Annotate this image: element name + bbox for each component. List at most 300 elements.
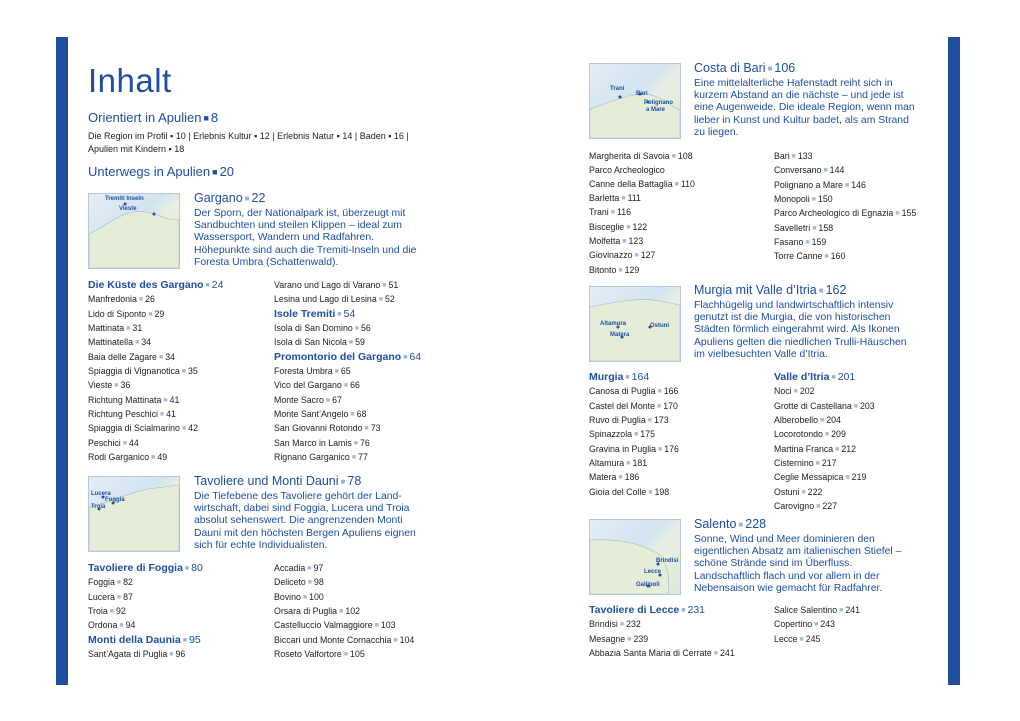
toc-entry-page: 96 [175, 649, 186, 660]
toc-entry[interactable] [589, 178, 695, 192]
toc-subheading[interactable] [274, 308, 421, 322]
gargano-map-label: Tremiti Inseln [105, 196, 144, 202]
page-marker-icon: ■ [348, 339, 354, 347]
toc-subheading[interactable] [88, 279, 223, 293]
page-marker-icon: ■ [831, 374, 836, 381]
toc-subheading[interactable] [589, 604, 735, 618]
page-marker-icon: ■ [812, 224, 817, 232]
toc-subheading[interactable] [589, 371, 679, 385]
page-marker-icon: ■ [824, 431, 830, 439]
toc-entry-page: 35 [188, 366, 198, 377]
page-marker-icon: ■ [307, 579, 313, 587]
toc-entry-name: Giovinazzo [589, 250, 633, 261]
toc-entry-name: Ordona [88, 620, 118, 631]
toc-entry-name: Monopoli [774, 194, 810, 205]
toc-entry-name: San Giovanni Rotondo [274, 423, 363, 434]
page-marker-icon: ■ [343, 651, 349, 659]
page-marker-icon: ■ [625, 374, 630, 381]
toc-entry[interactable] [88, 351, 223, 365]
toc-entry-name: San Marco in Lamis [274, 437, 352, 448]
toc-entry-name: Isola di San Domino [274, 323, 353, 334]
page-marker-icon: ■ [657, 402, 662, 410]
toc-entry[interactable] [589, 647, 735, 661]
page-marker-icon: ■ [674, 180, 679, 188]
page-marker-icon: ■ [610, 209, 615, 217]
toc-entry[interactable] [774, 457, 875, 471]
page-marker-icon: ■ [184, 565, 190, 572]
toc-entry-page: 97 [313, 563, 324, 573]
toc-entry-page: 66 [350, 380, 360, 391]
toc-entry-page: 201 [837, 371, 856, 383]
toc-entry-page: 212 [841, 443, 857, 454]
toc-entry[interactable] [88, 422, 223, 436]
toc-entry-page: 204 [826, 415, 841, 426]
page-marker-icon: ■ [181, 425, 187, 433]
toc-entry-name: Altamura [589, 458, 625, 469]
toc-entry-name: Castelluccio Valmaggiore [274, 620, 373, 631]
toc-entry-name: Martina Franca [774, 443, 834, 454]
region-gargano-title: Gargano [194, 191, 243, 205]
page-marker-icon: ■ [895, 210, 900, 218]
page-marker-icon: ■ [158, 353, 164, 361]
toc-entry-name: Varano und Lago di Varano [274, 280, 381, 290]
toc-entry-page: 217 [821, 458, 837, 469]
toc-entry-name: Monti della Daunia [88, 633, 181, 646]
toc-entry-page: 239 [633, 633, 649, 644]
toc-entry[interactable] [589, 385, 679, 399]
toc-entry-name: Accadia [274, 563, 306, 573]
toc-entry-page: 41 [166, 409, 176, 420]
toc-entry-page: 144 [829, 165, 845, 176]
toc-entry-name: Richtung Mattinata [88, 394, 162, 405]
toc-entry[interactable] [88, 394, 223, 408]
page-marker-icon: ■ [159, 411, 165, 419]
toc-entry[interactable] [774, 164, 916, 178]
toc-entry-page: 122 [632, 221, 648, 232]
toc-entry-page: 104 [399, 634, 415, 645]
toc-entry[interactable] [88, 293, 223, 307]
toc-entry-page: 26 [145, 294, 155, 305]
toc-entry-name: Noci [774, 386, 792, 397]
toc-entry[interactable] [88, 576, 203, 590]
toc-entry[interactable] [88, 648, 203, 662]
toc-entry-name: Lido di Siponto [88, 308, 147, 319]
toc-entry-name: Isola di San Nicola [274, 337, 347, 348]
toc-entry[interactable] [774, 414, 875, 428]
toc-entry-page: 49 [157, 452, 168, 463]
toc-entry[interactable] [274, 605, 414, 619]
page-marker-icon: ■ [793, 388, 798, 396]
toc-entry-name: Foresta Umbra [274, 366, 333, 377]
toc-entry[interactable] [589, 428, 679, 442]
toc-entry-name: Bisceglie [589, 221, 625, 232]
toc-entry[interactable] [774, 385, 875, 399]
toc-entry-page: 164 [631, 371, 650, 383]
toc-entry[interactable] [88, 619, 203, 633]
toc-entry[interactable] [589, 443, 679, 457]
toc-entry[interactable] [774, 618, 860, 632]
page-marker-icon: ■ [151, 454, 156, 462]
toc-entry[interactable] [774, 222, 916, 236]
toc-entry[interactable] [274, 619, 414, 633]
page-marker-icon: ■ [337, 310, 342, 318]
toc-entry[interactable] [274, 451, 421, 465]
region-tavoliere-heading[interactable]: Tavoliere und Monti Dauni ■ 78 [194, 474, 362, 488]
toc-entry[interactable] [274, 293, 421, 307]
toc-entry[interactable] [774, 604, 860, 618]
toc-entry[interactable] [589, 486, 679, 500]
region-tavoliere-page: 78 [347, 474, 362, 488]
toc-entry[interactable] [274, 634, 414, 648]
toc-subheading[interactable] [88, 562, 203, 576]
toc-entry[interactable] [274, 648, 414, 662]
toc-entry-page: 100 [309, 591, 324, 602]
toc-entry[interactable] [589, 471, 679, 485]
toc-entry-page: 158 [818, 222, 834, 233]
toc-entry-page: 94 [125, 620, 136, 631]
page-marker-icon: ■ [364, 425, 369, 433]
toc-entry-name: Salice Salentino [774, 605, 838, 615]
toc-entry-name: Monte Sacro [274, 394, 324, 405]
toc-entry-page: 198 [654, 486, 670, 497]
toc-entry-name: Mattinatella [88, 337, 133, 348]
region-salento-title: Salento [694, 517, 737, 531]
toc-entry[interactable] [589, 164, 695, 177]
toc-entry-page: 42 [188, 423, 198, 434]
toc-entry-name: Canne della Battaglia [589, 178, 673, 189]
toc-entry-page: 52 [384, 294, 395, 305]
salento-map [589, 519, 681, 595]
toc-entry-page: 68 [356, 409, 367, 420]
toc-entry[interactable] [88, 365, 223, 379]
toc-entry[interactable] [774, 471, 875, 485]
page-marker-icon: ■ [334, 368, 339, 376]
page-marker-icon: ■ [163, 396, 168, 404]
toc-subheading[interactable] [774, 371, 875, 385]
toc-entry[interactable] [589, 264, 695, 278]
murgia-map [589, 286, 681, 362]
toc-entry-page: 36 [120, 380, 131, 391]
page-marker-icon: ■ [351, 454, 357, 462]
toc-entry[interactable] [589, 400, 679, 414]
region-murgia-title: Murgia mit Valle d’Itria [694, 283, 817, 297]
toc-entry-name: Manfredonia [88, 294, 137, 305]
toc-entry-page: 219 [851, 472, 867, 483]
toc-entry[interactable] [88, 322, 223, 336]
toc-entry[interactable] [274, 576, 414, 590]
page-marker-icon: ■ [626, 460, 631, 468]
toc-entry-page: 209 [831, 429, 846, 440]
tavoliere-col1 [88, 562, 203, 662]
toc-entry-name: Ruvo di Puglia [589, 415, 646, 426]
toc-entry-page: 155 [901, 208, 917, 219]
toc-entry-page: 108 [677, 151, 693, 161]
toc-entry-page: 29 [154, 308, 165, 319]
toc-entry-name: Lecce [774, 633, 798, 644]
toc-entry-page: 133 [797, 151, 813, 161]
section-orientiert-title: Orientiert in Apulien [88, 110, 202, 125]
page-marker-icon: ■ [853, 402, 858, 410]
salento-col1 [589, 604, 735, 661]
toc-entry[interactable] [774, 150, 916, 164]
toc-entry-name: Bovino [274, 591, 301, 602]
page-marker-icon: ■ [122, 439, 127, 447]
page-marker-icon: ■ [814, 621, 819, 629]
region-bari-heading[interactable]: Costa di Bari ■ 106 [694, 61, 796, 75]
toc-entry[interactable] [274, 437, 421, 451]
toc-entry[interactable] [589, 457, 679, 471]
toc-entry-name: Foggia [88, 577, 115, 588]
toc-entry-name: Cisternino [774, 458, 814, 469]
toc-entry-page: 54 [343, 307, 356, 320]
toc-entry-page: 102 [345, 606, 360, 617]
toc-entry[interactable] [274, 422, 421, 436]
toc-entry-page: 116 [616, 207, 631, 218]
region-tavoliere-title: Tavoliere und Monti Dauni [194, 474, 339, 488]
toc-entry-page: 110 [680, 178, 695, 189]
toc-subheading[interactable] [274, 351, 421, 365]
toc-entry-page: 160 [830, 251, 846, 262]
toc-entry[interactable] [589, 633, 735, 647]
toc-entry-name: Trani [589, 207, 609, 218]
region-salento-description: Sonne, Wind und Meer dominieren den eigentlichen Absatz am italienischen Stiefel – schöne Strände sind im Überfluss. Landschaftlich flach und vor allem in der Nebensaison wie gemacht für Radfahrer. [694, 534, 902, 594]
region-gargano-heading[interactable]: Gargano ■ 22 [194, 191, 266, 205]
toc-entry-page: 127 [640, 250, 656, 261]
section-unterwegs-heading[interactable]: Unterwegs in Apulien ■ 20 [88, 164, 235, 179]
toc-entry-name: Brindisi [589, 619, 618, 630]
page-marker-icon: ■ [119, 622, 124, 630]
section-orientiert-line1: Die Region im Profil ▪ 10 | Erlebnis Kultur ▪ 12 | Erlebnis Natur ▪ 14 | Baden ▪ 16 | [88, 131, 409, 141]
toc-entry[interactable] [774, 443, 875, 457]
toc-entry-name: Bari [774, 151, 790, 161]
bari-map-label: Bari [636, 91, 648, 97]
toc-entry-page: 34 [141, 337, 152, 348]
toc-entry[interactable] [774, 179, 916, 193]
salento-col2 [774, 604, 860, 647]
page-marker-icon: ■ [109, 608, 114, 616]
toc-entry-name: Rignano Garganico [274, 452, 350, 463]
page-marker-icon: ■ [114, 382, 119, 390]
page-marker-icon: ■ [627, 635, 632, 643]
page-marker-icon: ■ [823, 167, 828, 175]
toc-entry-name: Abbazia Santa Maria di Cerrate [589, 648, 712, 659]
toc-entry-page: 95 [189, 633, 201, 646]
section-orientiert-heading[interactable]: Orientiert in Apulien ■ 8 [88, 110, 219, 125]
right-page-edge-bar [948, 37, 960, 685]
region-salento-heading[interactable]: Salento ■ 228 [694, 517, 767, 531]
toc-entry[interactable] [88, 379, 223, 393]
toc-entry[interactable] [589, 206, 695, 220]
toc-entry-name: Promontorio del Gargano [274, 350, 402, 363]
page-marker-icon: ■ [811, 196, 816, 204]
section-orientiert-line2: Apulien mit Kindern ▪ 18 [88, 144, 185, 154]
page-marker-icon: ■ [138, 296, 144, 304]
toc-entry-name: Locorotondo [774, 429, 823, 440]
toc-entry-page: 67 [332, 394, 342, 405]
page-marker-icon: ■ [116, 579, 122, 587]
page-marker-icon: ■ [403, 353, 408, 361]
murgia-col2 [774, 371, 875, 514]
gargano-col1 [88, 279, 223, 465]
toc-entry-page: 56 [360, 323, 371, 334]
toc-entry-name: Conversano [774, 165, 822, 176]
toc-entry-page: 173 [653, 415, 669, 426]
toc-entry-name: Fasano [774, 237, 804, 248]
toc-entry-name: Isole Tremiti [274, 307, 336, 320]
toc-entry[interactable] [274, 591, 414, 605]
toc-entry-page: 44 [129, 437, 139, 448]
page-marker-icon: ■ [820, 417, 825, 425]
toc-entry-page: 87 [123, 591, 133, 602]
toc-entry-name: Troia [88, 606, 108, 617]
toc-entry[interactable] [274, 336, 421, 350]
toc-entry[interactable] [274, 365, 421, 379]
page-marker-icon: ■ [126, 325, 131, 333]
toc-entry-page: 159 [811, 237, 827, 248]
toc-entry[interactable] [589, 221, 695, 235]
tavoliere-map-label: Foggia [105, 497, 125, 503]
toc-entry-page: 24 [211, 279, 224, 291]
toc-entry[interactable] [589, 192, 695, 206]
page-marker-icon: ■ [169, 651, 174, 659]
salento-map-label: Lecce [644, 569, 662, 575]
region-salento-page: 228 [745, 517, 767, 531]
page-marker-icon: ■ [713, 650, 718, 658]
toc-entry[interactable] [88, 308, 223, 322]
toc-entry-name: Copertino [774, 619, 813, 630]
toc-entry-page: 129 [624, 264, 640, 275]
toc-entry-page: 166 [663, 386, 679, 397]
toc-entry-page: 146 [851, 179, 866, 190]
toc-entry-name: Spiaggia di Scialmarino [88, 423, 180, 434]
murgia-col1 [589, 371, 679, 500]
toc-entry-name: Matera [589, 472, 617, 483]
toc-entry-page: 245 [805, 633, 821, 644]
toc-entry-page: 123 [628, 236, 644, 247]
toc-entry-name: Richtung Peschici [88, 409, 158, 420]
toc-entry[interactable] [774, 486, 875, 500]
page-marker-icon: ■ [135, 339, 140, 347]
toc-entry[interactable] [274, 322, 421, 336]
page-marker-icon: ■ [845, 474, 850, 482]
page-marker-icon: ■ [618, 474, 623, 482]
toc-entry[interactable] [774, 500, 875, 514]
page-marker-icon: ■ [815, 460, 820, 468]
toc-entry[interactable] [88, 451, 223, 465]
toc-entry[interactable] [274, 279, 421, 293]
bari-map-label: Polignano [644, 100, 673, 106]
toc-entry[interactable] [774, 428, 875, 442]
page-marker-icon: ■ [844, 181, 850, 189]
page-marker-icon: ■ [658, 445, 663, 453]
toc-entry-page: 64 [409, 350, 422, 363]
salento-map-label: Gallipoli [636, 582, 660, 588]
toc-entry[interactable] [774, 250, 916, 264]
tavoliere-map [88, 476, 180, 552]
toc-entry[interactable] [774, 236, 916, 250]
toc-entry-name: Gioia del Colle [589, 486, 647, 497]
toc-entry-page: 203 [859, 400, 875, 411]
page-marker-icon: ■ [619, 621, 625, 629]
toc-entry-name: Orsara di Puglia [274, 606, 338, 617]
page-marker-icon: ■ [378, 296, 383, 304]
toc-entry-name: Monte Sant’Angelo [274, 409, 349, 420]
page-marker-icon: ■ [799, 635, 804, 643]
toc-entry-name: Deliceto [274, 577, 306, 588]
toc-entry[interactable] [274, 562, 414, 576]
toc-entry-page: 241 [719, 648, 735, 659]
toc-entry[interactable] [88, 408, 223, 422]
toc-entry-name: Valle d’Itria [774, 371, 830, 383]
toc-entry-name: Roseto Valfortore [274, 649, 342, 660]
toc-entry-page: 34 [165, 351, 175, 362]
page-marker-icon: ■ [801, 488, 806, 496]
page-marker-icon: ■ [307, 565, 312, 572]
toc-entry-name: Spiaggia di Vignanotica [88, 366, 180, 377]
toc-entry-name: Alberobello [774, 415, 819, 426]
toc-subheading[interactable] [88, 634, 203, 648]
region-murgia-description: Flachhügelig und landwirtschaftlich intensiv genutzt ist die Murgia, die von historischen Städten förmlich eingerahmt wird. Als Ikonen Apuliens gelten die niedlichen Trulli-Häuschen im vielbesuchten Valle d’Itria. [694, 300, 907, 360]
toc-entry-name: Canosa di Puglia [589, 386, 656, 397]
toc-entry-page: 232 [626, 619, 641, 630]
section-orientiert-contents [88, 130, 428, 156]
toc-entry-page: 31 [132, 323, 143, 334]
toc-entry[interactable] [88, 605, 203, 619]
murgia-map-label: Ostuni [650, 323, 669, 329]
page-marker-icon: ■ [182, 636, 187, 644]
toc-entry[interactable] [589, 618, 735, 632]
region-bari-description: Eine mittelalterliche Hafenstadt reiht sich in kurzem Abstand an die nächste – und jede ist eine Augenweide. Die ideale Region, wenn man lieber in Kunst und Kultur badet, als am Strand zu liegen. [694, 78, 915, 138]
toc-entry-page: 51 [388, 280, 399, 290]
toc-entry-name: Polignano a Mare [774, 179, 843, 190]
page-marker-icon: ■ [622, 238, 627, 246]
toc-entry[interactable] [88, 437, 223, 451]
toc-entry[interactable] [774, 207, 916, 221]
toc-entry[interactable] [774, 400, 875, 414]
toc-entry-name: Savelletri [774, 222, 811, 233]
toc-entry-name: Carovigno [774, 501, 815, 512]
toc-entry-name: Gravina in Puglia [589, 443, 656, 454]
left-page-edge-bar [56, 37, 68, 685]
region-murgia-page: 162 [825, 283, 847, 297]
region-tavoliere-description: Die Tiefebene des Tavoliere gehört der Landwirtschaft, dabei sind Foggia, Lucera und Troia absolut sehenswert. Die angrenzenden Monti Dauni mit den höchsten Bergen Apuliens eignen sich für echte Individualisten. [194, 491, 416, 551]
toc-entry[interactable] [589, 414, 679, 428]
toc-entry[interactable] [589, 249, 695, 263]
gargano-map-label: Vieste [119, 206, 137, 212]
page-marker-icon: ■ [839, 607, 844, 614]
toc-entry[interactable] [274, 408, 421, 422]
bari-map-label: Trani [610, 86, 625, 92]
page-marker-icon: ■ [116, 593, 122, 601]
region-bari-page: 106 [774, 61, 796, 75]
toc-entry[interactable] [274, 379, 421, 393]
toc-entry[interactable] [774, 193, 916, 207]
toc-entry-page: 105 [350, 649, 365, 660]
toc-entry[interactable] [274, 394, 421, 408]
toc-entry[interactable] [88, 336, 223, 350]
page-marker-icon: ■ [681, 607, 686, 614]
page-marker-icon: ■ [816, 503, 821, 511]
region-murgia-heading[interactable]: Murgia mit Valle d’Itria ■ 162 [694, 283, 847, 297]
toc-entry[interactable] [589, 150, 695, 164]
toc-entry-name: Tavoliere di Foggia [88, 562, 183, 574]
toc-entry-name: Mattinata [88, 323, 125, 334]
toc-entry[interactable] [88, 591, 203, 605]
bari-map [589, 63, 681, 139]
page-marker-icon: ■ [343, 382, 349, 390]
toc-entry[interactable] [774, 633, 860, 647]
toc-entry[interactable] [589, 235, 695, 249]
